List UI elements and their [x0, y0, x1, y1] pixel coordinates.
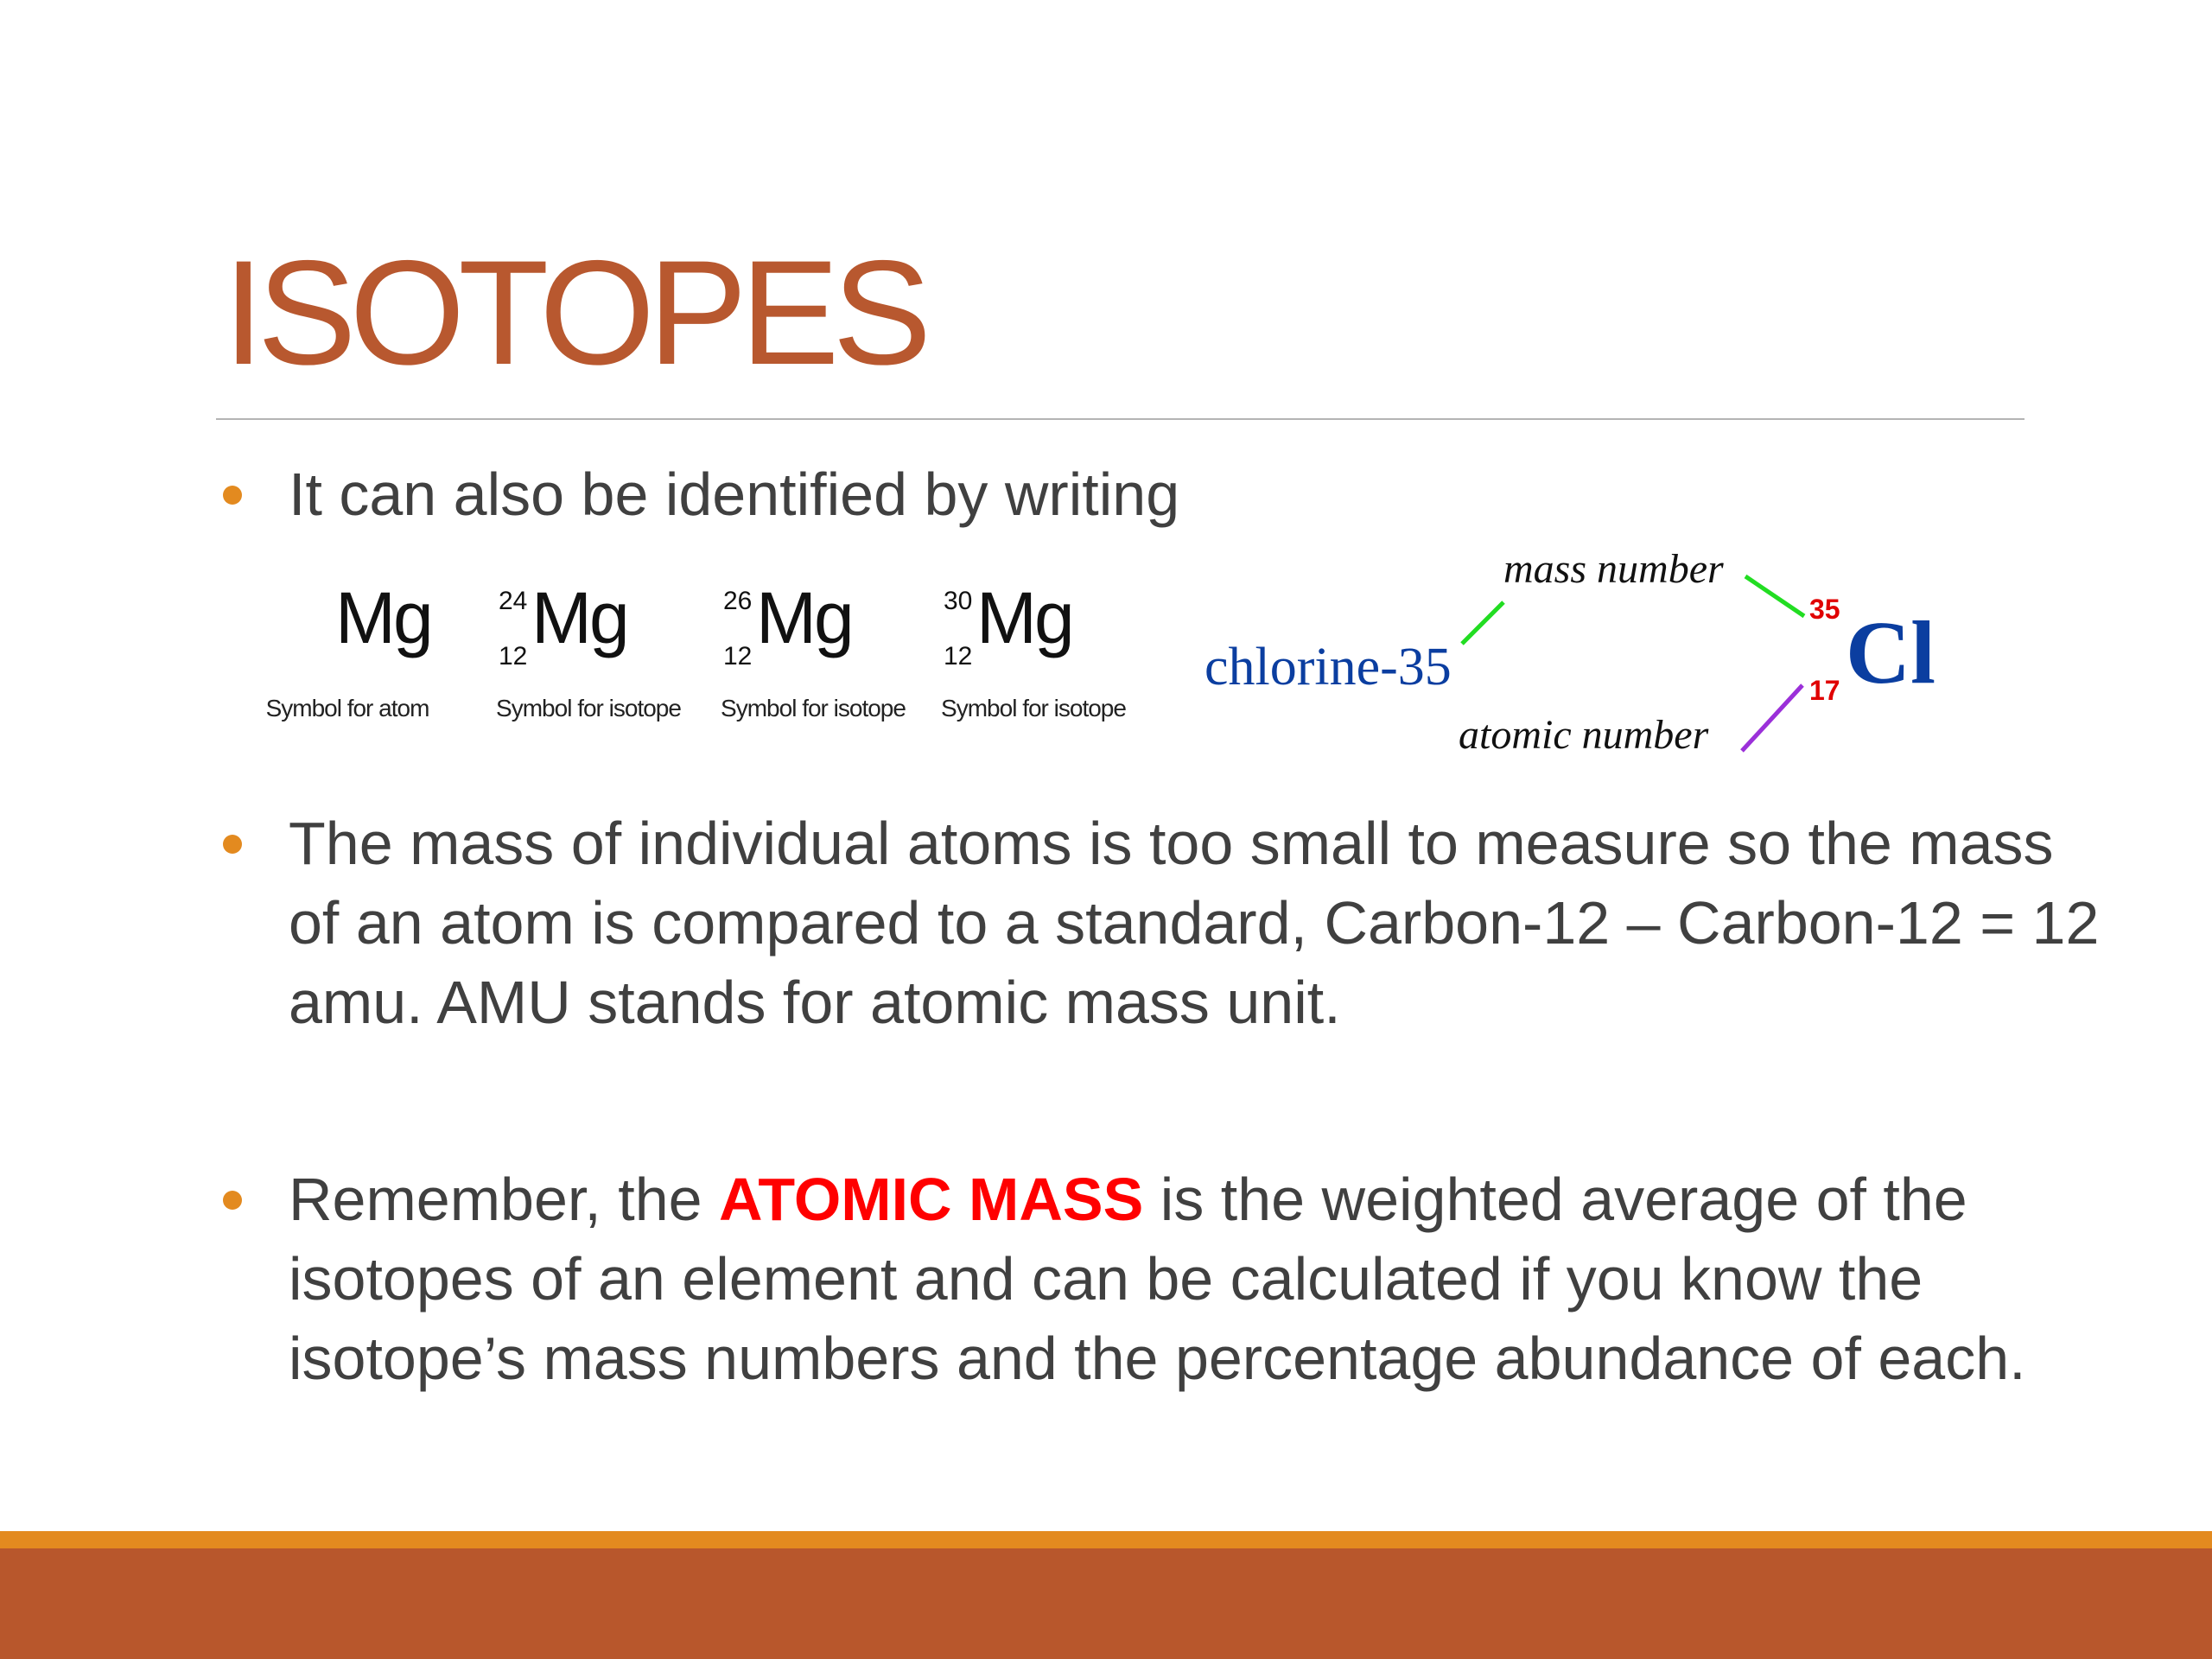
isotope-symbol-mg26	[721, 566, 929, 739]
atomic-pointer-line	[1742, 685, 1802, 751]
isotope-name: chlorine-35	[1205, 638, 1452, 696]
isotope-caption: Symbol for isotope	[941, 695, 1126, 721]
footer-stripe	[0, 1531, 2212, 1548]
mass-pointer-line-right	[1745, 576, 1804, 616]
footer-bar	[0, 1548, 2212, 1659]
mass-number: 24	[499, 587, 528, 615]
atomic-number: 12	[944, 642, 973, 671]
mass-number-label: mass number	[1503, 546, 1724, 592]
isotope-symbol-atom	[265, 566, 484, 739]
bullet-dot-icon	[223, 1191, 242, 1210]
isotope-caption: Symbol for atom	[265, 695, 429, 721]
title-divider	[216, 418, 2024, 420]
element-symbol: Mg	[335, 577, 431, 658]
bullet-text-after: is the weighted average of the isotopes of an element and can be calculated if you know the isotope’s mass numbers and the percentage abundance of each.	[289, 1166, 2026, 1392]
bullet-dot-icon	[223, 835, 242, 854]
atomic-number-label: atomic number	[1459, 712, 1709, 758]
isotope-symbol-figure	[265, 566, 1158, 739]
atomic-mass-highlight: ATOMIC MASS	[719, 1166, 1144, 1233]
bullet-text: It can also be identified by writing	[289, 461, 1180, 528]
bullet-text-before: Remember, the	[289, 1166, 719, 1233]
mass-number: 30	[944, 587, 973, 615]
atomic-number: 12	[499, 642, 528, 671]
bullet-text: The mass of individual atoms is too small to measure so the mass of an atom is compared to a standard, Carbon-12 – Carbon-12 = 12 amu. AMU stands for atomic mass unit.	[289, 810, 2100, 1036]
isotope-symbol-mg30	[942, 566, 1149, 739]
bullet-dot-icon	[223, 486, 242, 505]
element-symbol: Cl	[1846, 603, 1936, 702]
bullet-text	[289, 1160, 2103, 1398]
chlorine-notation-figure	[1192, 540, 1953, 773]
isotope-caption: Symbol for isotope	[496, 695, 681, 721]
isotope-symbol-mg24	[497, 566, 704, 739]
element-symbol: Mg	[756, 577, 852, 658]
mass-pointer-line-left	[1462, 602, 1503, 644]
atomic-number-value: 17	[1809, 675, 1840, 706]
atomic-number: 12	[723, 642, 753, 671]
slide-title: ISOTOPES	[223, 230, 925, 396]
mass-number-value: 35	[1809, 594, 1840, 625]
element-symbol: Mg	[976, 577, 1072, 658]
mass-number: 26	[723, 587, 753, 615]
element-symbol: Mg	[531, 577, 627, 658]
isotope-caption: Symbol for isotope	[721, 695, 906, 721]
